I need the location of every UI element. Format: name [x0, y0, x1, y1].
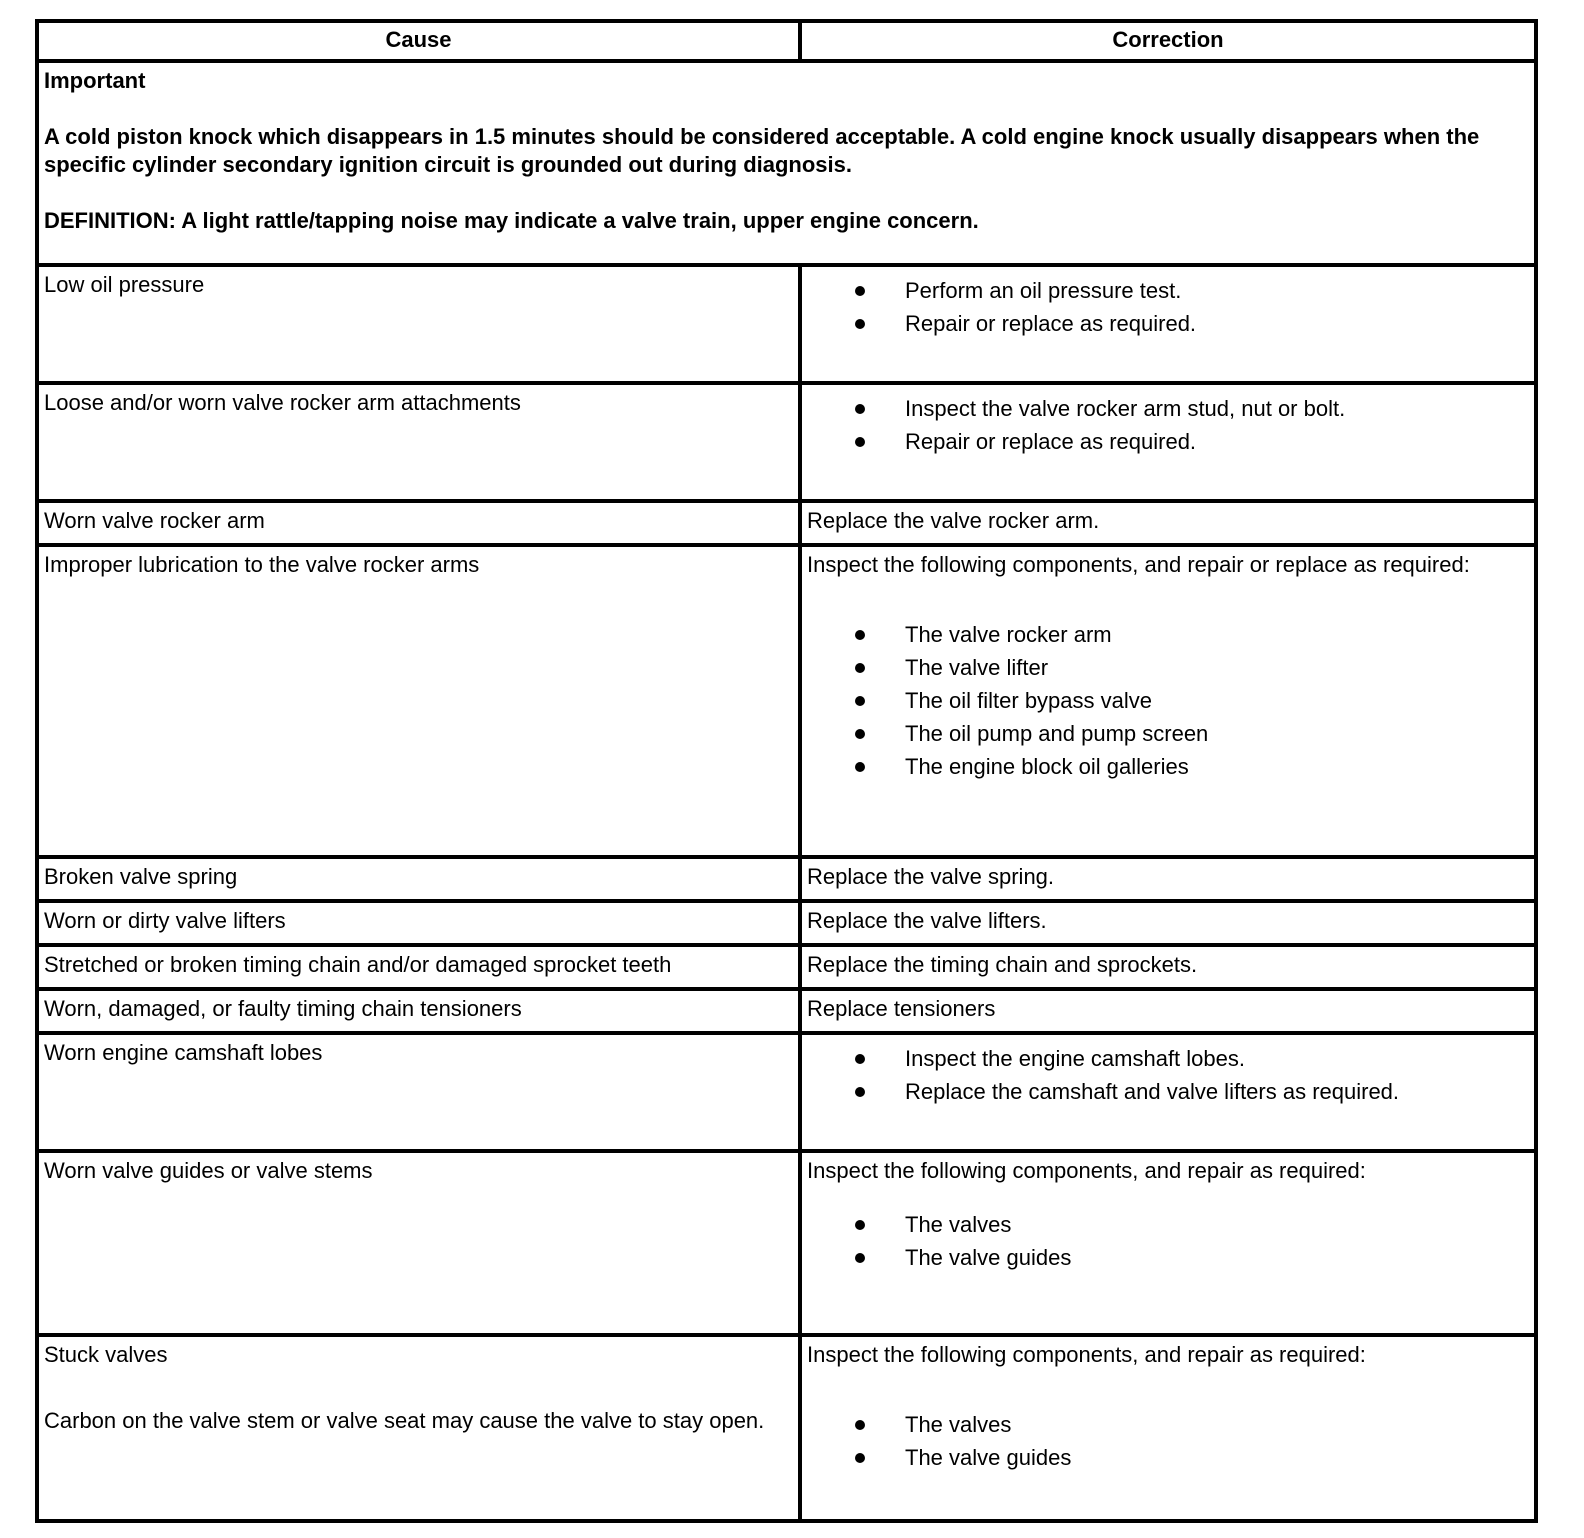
- bullet-icon: [855, 437, 865, 447]
- correction-cell: Replace the valve lifters.: [800, 901, 1536, 945]
- correction-list: [807, 621, 1529, 781]
- list-item: [807, 395, 1529, 423]
- correction-text: Inspect the following components, and repair as required:: [807, 1158, 1366, 1183]
- note-body: A cold piston knock which disappears in 1.5 minutes should be considered acceptable. A cold engine knock usually disappears when the specific cylinder secondary ignition circuit is grounded out during diagnosis.: [44, 124, 1480, 177]
- table-row: [37, 545, 1536, 857]
- correction-cell: [800, 1033, 1536, 1151]
- important-note: [37, 61, 1536, 265]
- bullet-icon: [855, 1420, 865, 1430]
- table-row: [37, 945, 1536, 989]
- list-item-text: The valves: [905, 1412, 1012, 1437]
- correction-cell: [800, 1151, 1536, 1335]
- cause-cell: [37, 265, 800, 383]
- correction-list: [807, 1211, 1529, 1272]
- bullet-icon: [855, 630, 865, 640]
- bullet-icon: [855, 1220, 865, 1230]
- list-item-text: The oil pump and pump screen: [905, 721, 1209, 746]
- correction-cell: [800, 1335, 1536, 1521]
- correction-cell: [800, 383, 1536, 501]
- list-item: [807, 277, 1529, 305]
- table-row: [37, 1033, 1536, 1151]
- cause-text: Worn valve guides or valve stems: [44, 1158, 373, 1183]
- list-item: [807, 1078, 1529, 1106]
- correction-cell: Replace the valve rocker arm.: [800, 501, 1536, 545]
- correction-cell: Replace tensioners: [800, 989, 1536, 1033]
- cause-cell: [37, 1335, 800, 1521]
- correction-text: Inspect the following components, and repair or replace as required:: [807, 552, 1470, 577]
- cause-text: Worn engine camshaft lobes: [44, 1040, 323, 1065]
- important-note-row: [37, 61, 1536, 265]
- correction-cell: [800, 545, 1536, 857]
- cause-text: Improper lubrication to the valve rocker arms: [44, 552, 480, 577]
- table-row: [37, 265, 1536, 383]
- list-item: [807, 1444, 1529, 1472]
- cause-note: Carbon on the valve stem or valve seat may cause the valve to stay open.: [44, 1408, 765, 1433]
- table-row: [37, 1151, 1536, 1335]
- cause-cell: [37, 1151, 800, 1335]
- list-item-text: Perform an oil pressure test.: [905, 278, 1182, 303]
- cause-cell: Worn valve rocker arm: [37, 501, 800, 545]
- bullet-icon: [855, 319, 865, 329]
- cause-cell: Broken valve spring: [37, 857, 800, 901]
- list-item-text: The valve guides: [905, 1245, 1072, 1270]
- table-row: [37, 501, 1536, 545]
- cause-text: Loose and/or worn valve rocker arm attachments: [44, 390, 521, 415]
- table-row: [37, 1335, 1536, 1521]
- list-item-text: The valves: [905, 1212, 1012, 1237]
- list-item-text: The oil filter bypass valve: [905, 688, 1152, 713]
- list-item: [807, 654, 1529, 682]
- list-item-text: Repair or replace as required.: [905, 311, 1197, 336]
- correction-cell: Replace the valve spring.: [800, 857, 1536, 901]
- correction-list: [807, 1045, 1529, 1106]
- note-definition: DEFINITION: A light rattle/tapping noise may indicate a valve train, upper engine concern.: [44, 208, 979, 233]
- table-row: [37, 989, 1536, 1033]
- cause-cell: Stretched or broken timing chain and/or damaged sprocket teeth: [37, 945, 800, 989]
- bullet-icon: [855, 286, 865, 296]
- list-item: [807, 1045, 1529, 1073]
- cause-text: Low oil pressure: [44, 272, 205, 297]
- cause-cell: Worn or dirty valve lifters: [37, 901, 800, 945]
- list-item: [807, 310, 1529, 338]
- list-item-text: The valve lifter: [905, 655, 1049, 680]
- list-item: [807, 720, 1529, 748]
- list-item: [807, 687, 1529, 715]
- bullet-icon: [855, 404, 865, 414]
- note-heading: Important: [44, 68, 146, 93]
- cause-cell: [37, 1033, 800, 1151]
- bullet-icon: [855, 663, 865, 673]
- diagnosis-table: [35, 19, 1538, 1523]
- header-cause: Cause: [37, 21, 800, 61]
- header-row: [37, 21, 1536, 61]
- bullet-icon: [855, 762, 865, 772]
- correction-text: Inspect the following components, and repair as required:: [807, 1342, 1366, 1367]
- table-row: [37, 901, 1536, 945]
- list-item-text: The engine block oil galleries: [905, 754, 1189, 779]
- list-item: [807, 1411, 1529, 1439]
- list-item: [807, 753, 1529, 781]
- bullet-icon: [855, 1054, 865, 1064]
- bullet-icon: [855, 1253, 865, 1263]
- bullet-icon: [855, 1453, 865, 1463]
- correction-list: [807, 395, 1529, 456]
- correction-list: [807, 1411, 1529, 1472]
- list-item: [807, 428, 1529, 456]
- correction-cell: [800, 265, 1536, 383]
- list-item-text: Replace the camshaft and valve lifters as required.: [905, 1079, 1400, 1104]
- bullet-icon: [855, 729, 865, 739]
- list-item-text: Repair or replace as required.: [905, 429, 1197, 454]
- list-item-text: Inspect the valve rocker arm stud, nut or bolt.: [905, 396, 1346, 421]
- bullet-icon: [855, 1087, 865, 1097]
- table-row: [37, 383, 1536, 501]
- list-item-text: Inspect the engine camshaft lobes.: [905, 1046, 1245, 1071]
- list-item: [807, 1244, 1529, 1272]
- cause-text: Stuck valves: [44, 1342, 168, 1367]
- correction-cell: Replace the timing chain and sprockets.: [800, 945, 1536, 989]
- table-row: [37, 857, 1536, 901]
- list-item-text: The valve guides: [905, 1445, 1072, 1470]
- list-item-text: The valve rocker arm: [905, 622, 1112, 647]
- correction-list: [807, 277, 1529, 338]
- cause-cell: [37, 545, 800, 857]
- list-item: [807, 621, 1529, 649]
- header-correction: Correction: [800, 21, 1536, 61]
- list-item: [807, 1211, 1529, 1239]
- cause-cell: [37, 383, 800, 501]
- bullet-icon: [855, 696, 865, 706]
- cause-cell: Worn, damaged, or faulty timing chain tensioners: [37, 989, 800, 1033]
